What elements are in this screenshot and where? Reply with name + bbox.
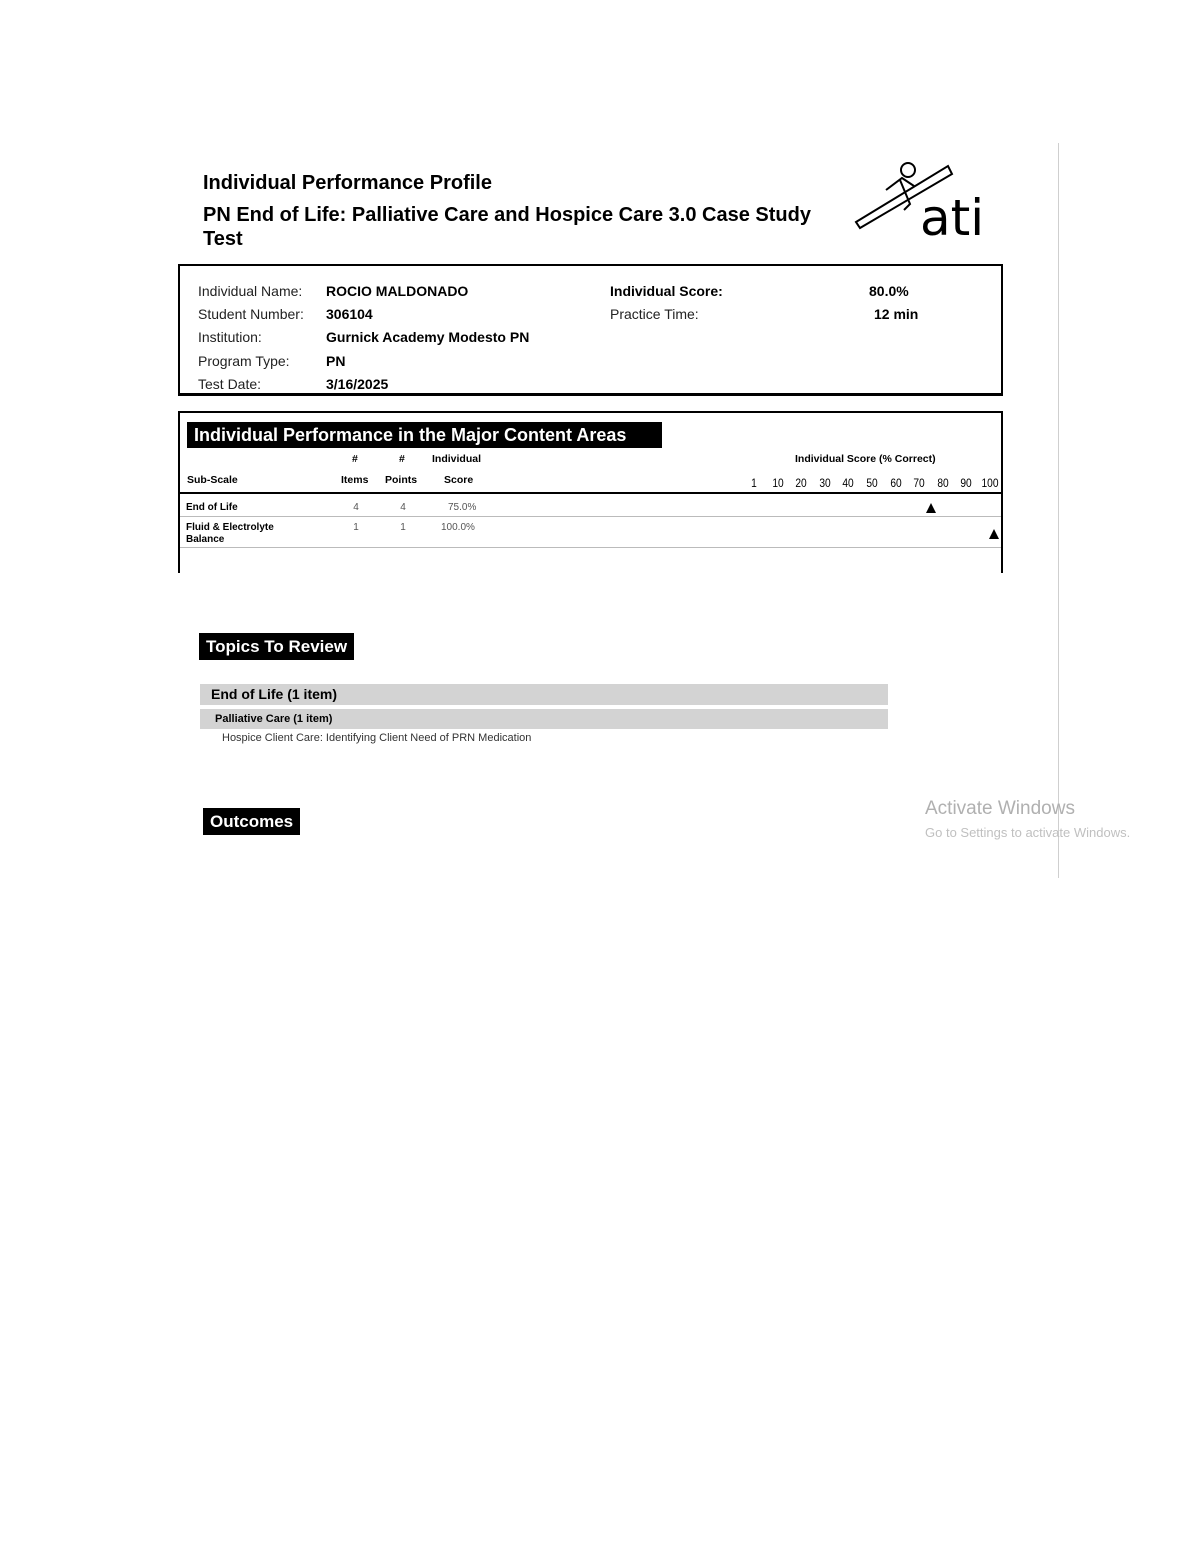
test-name: PN End of Life: Palliative Care and Hospice Care 3.0 Case Study Test — [203, 204, 811, 250]
topics-banner: Topics To Review — [199, 633, 354, 660]
row-points-end-of-life: 4 — [400, 502, 406, 513]
student-number-value: 306104 — [326, 306, 373, 322]
scale-tick: 60 — [889, 476, 902, 490]
topic-item: Hospice Client Care: Identifying Client Need of PRN Medication — [222, 732, 532, 744]
header-divider — [180, 492, 1001, 494]
row-subscale-end-of-life: End of Life — [186, 502, 238, 513]
institution-label: Institution: — [198, 329, 262, 345]
row-subscale-fluid-electrolyte: Fluid & Electrolyte Balance — [186, 522, 274, 545]
subscale-header: Sub-Scale — [187, 474, 238, 486]
items-header-hash: # — [352, 453, 358, 465]
topic-subgroup: Palliative Care (1 item) — [200, 709, 888, 729]
individual-score-label: Individual Score: — [610, 283, 723, 299]
name-label: Individual Name: — [198, 283, 303, 299]
row-divider — [180, 547, 1001, 548]
page-edge-line — [1058, 143, 1059, 878]
score-header-top: Individual — [432, 453, 482, 465]
individual-score-value: 80.0% — [869, 283, 909, 299]
row-score-fluid-electrolyte: 100.0% — [441, 522, 475, 533]
scale-tick: 10 — [771, 476, 784, 490]
outcomes-banner: Outcomes — [203, 808, 300, 835]
topic-group: End of Life (1 item) — [200, 684, 888, 705]
items-header: Items — [341, 474, 369, 486]
points-header-hash: # — [399, 453, 405, 465]
scale-tick: 40 — [842, 476, 855, 490]
test-date-label: Test Date: — [198, 376, 262, 392]
score-marker-icon — [926, 503, 936, 513]
scale-tick: 20 — [795, 476, 807, 490]
score-marker-icon — [989, 529, 999, 539]
scale-tick: 80 — [937, 476, 949, 490]
test-date-value: 3/16/2025 — [326, 376, 389, 392]
points-header: Points — [385, 474, 418, 486]
scale-tick: 50 — [866, 476, 878, 490]
logo-text: ati — [920, 189, 985, 247]
scale-tick: 70 — [913, 476, 925, 490]
row-points-fluid-electrolyte: 1 — [400, 522, 406, 533]
name-value: ROCIO MALDONADO — [326, 283, 469, 299]
row-items-fluid-electrolyte: 1 — [353, 522, 359, 533]
activate-windows-hint: Go to Settings to activate Windows. — [925, 825, 1131, 840]
report-title: Individual Performance Profile — [203, 172, 492, 194]
row-items-end-of-life: 4 — [353, 502, 359, 513]
ati-logo-icon — [852, 158, 987, 247]
institution-value: Gurnick Academy Modesto PN — [326, 329, 530, 345]
scale-tick: 1 — [751, 476, 757, 490]
activate-windows-title: Activate Windows — [925, 798, 1075, 819]
scale-title: Individual Score (% Correct) — [795, 453, 936, 465]
practice-time-label: Practice Time: — [610, 306, 699, 322]
row-score-end-of-life: 75.0% — [448, 502, 477, 513]
practice-time-value: 12 min — [874, 306, 919, 322]
score-header: Score — [444, 474, 474, 486]
row-divider — [180, 516, 1001, 517]
scale-tick: 30 — [819, 476, 831, 490]
scale-tick: 100 — [981, 476, 999, 490]
program-type-value: PN — [326, 353, 346, 369]
performance-banner: Individual Performance in the Major Content Areas — [187, 422, 662, 448]
program-type-label: Program Type: — [198, 353, 290, 369]
student-number-label: Student Number: — [198, 306, 304, 322]
scale-tick: 90 — [960, 476, 973, 490]
